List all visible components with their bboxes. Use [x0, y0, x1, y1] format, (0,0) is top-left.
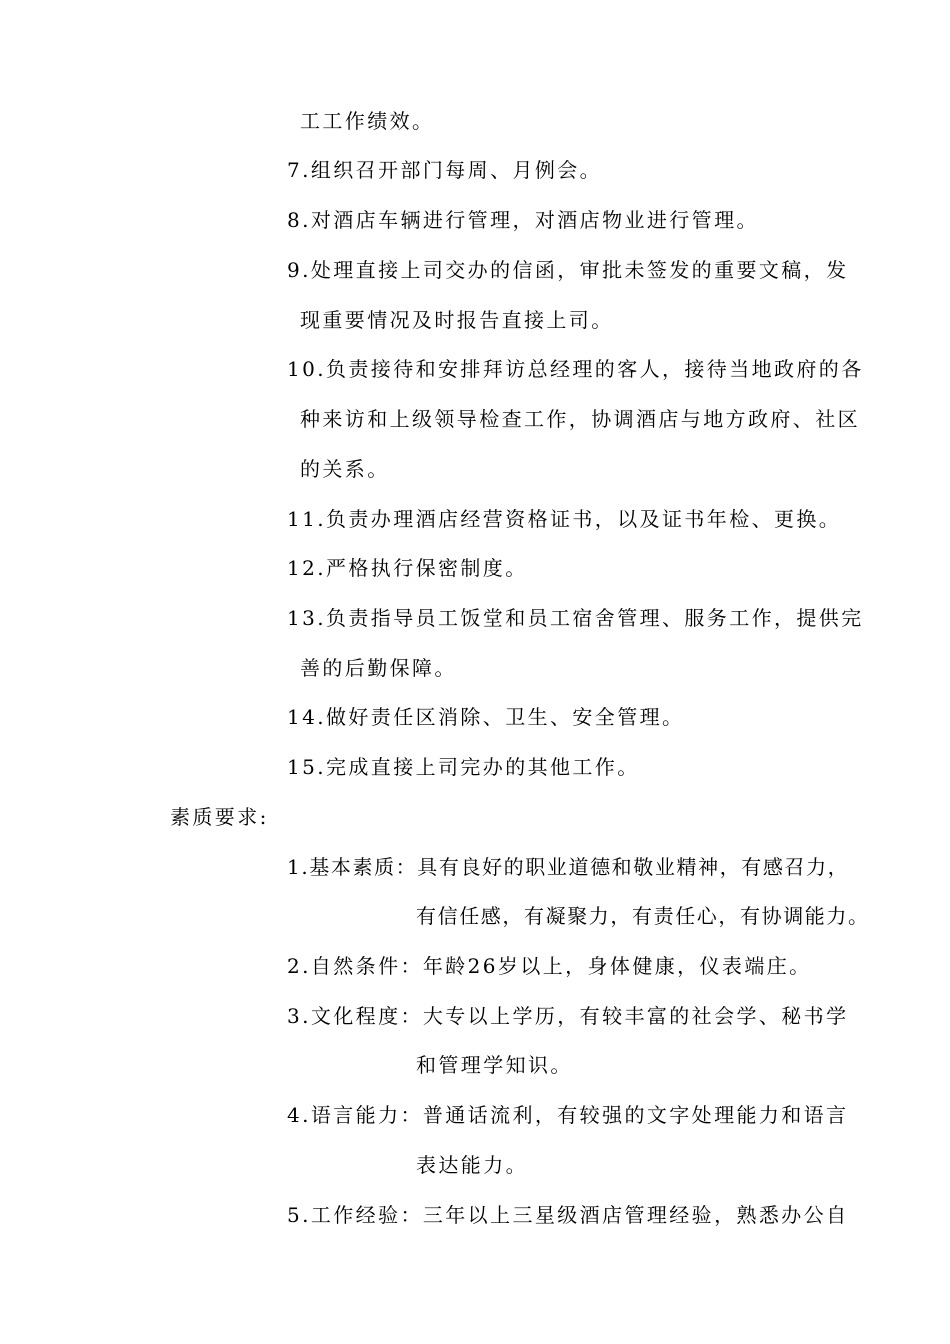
duty-item-13: 13.负责指导员工饭堂和员工宿舍管理、服务工作，提供完: [287, 606, 864, 630]
duty-item-12: 12.严格执行保密制度。: [287, 556, 528, 580]
duty-item-7: 7.组织召开部门每周、月例会。: [287, 158, 603, 182]
duty-item-10-continuation-2: 的关系。: [300, 457, 390, 481]
duty-item-10-continuation-1: 种来访和上级领导检查工作，协调酒店与地方政府、社区: [300, 407, 860, 431]
requirement-item-3: 3.文化程度：大专以上学历，有较丰富的社会学、秘书学: [287, 1004, 849, 1028]
requirement-item-1-continuation: 有信任感，有凝聚力，有责任心，有协调能力。: [416, 904, 870, 928]
duty-item-11: 11.负责办理酒店经营资格证书，以及证书年检、更换。: [287, 507, 842, 531]
requirement-item-3-continuation: 和管理学知识。: [416, 1053, 573, 1077]
duty-item-14: 14.做好责任区消除、卫生、安全管理。: [287, 705, 685, 729]
duty-continuation-line: 工工作绩效。: [300, 109, 435, 133]
requirements-heading: 素质要求:: [170, 805, 269, 829]
requirement-item-5: 5.工作经验：三年以上三星级酒店管理经验，熟悉办公自: [287, 1203, 849, 1227]
duty-item-9-continuation: 现重要情况及时报告直接上司。: [300, 308, 614, 332]
duty-item-9: 9.处理直接上司交办的信函，审批未签发的重要文稿，发: [287, 258, 849, 282]
duty-item-8: 8.对酒店车辆进行管理，对酒店物业进行管理。: [287, 208, 759, 232]
requirement-item-4: 4.语言能力：普通话流利，有较强的文字处理能力和语言: [287, 1103, 849, 1127]
requirement-item-4-continuation: 表达能力。: [416, 1153, 528, 1177]
duty-item-15: 15.完成直接上司完办的其他工作。: [287, 755, 640, 779]
requirement-item-1: 1.基本素质：具有良好的职业道德和敬业精神，有感召力，: [287, 855, 850, 879]
duty-item-10: 10.负责接待和安排拜访总经理的客人，接待当地政府的各: [287, 357, 864, 381]
requirement-item-2: 2.自然条件：年龄26岁以上，身体健康，仪表端庄。: [287, 954, 812, 978]
duty-item-13-continuation: 善的后勤保障。: [300, 656, 457, 680]
